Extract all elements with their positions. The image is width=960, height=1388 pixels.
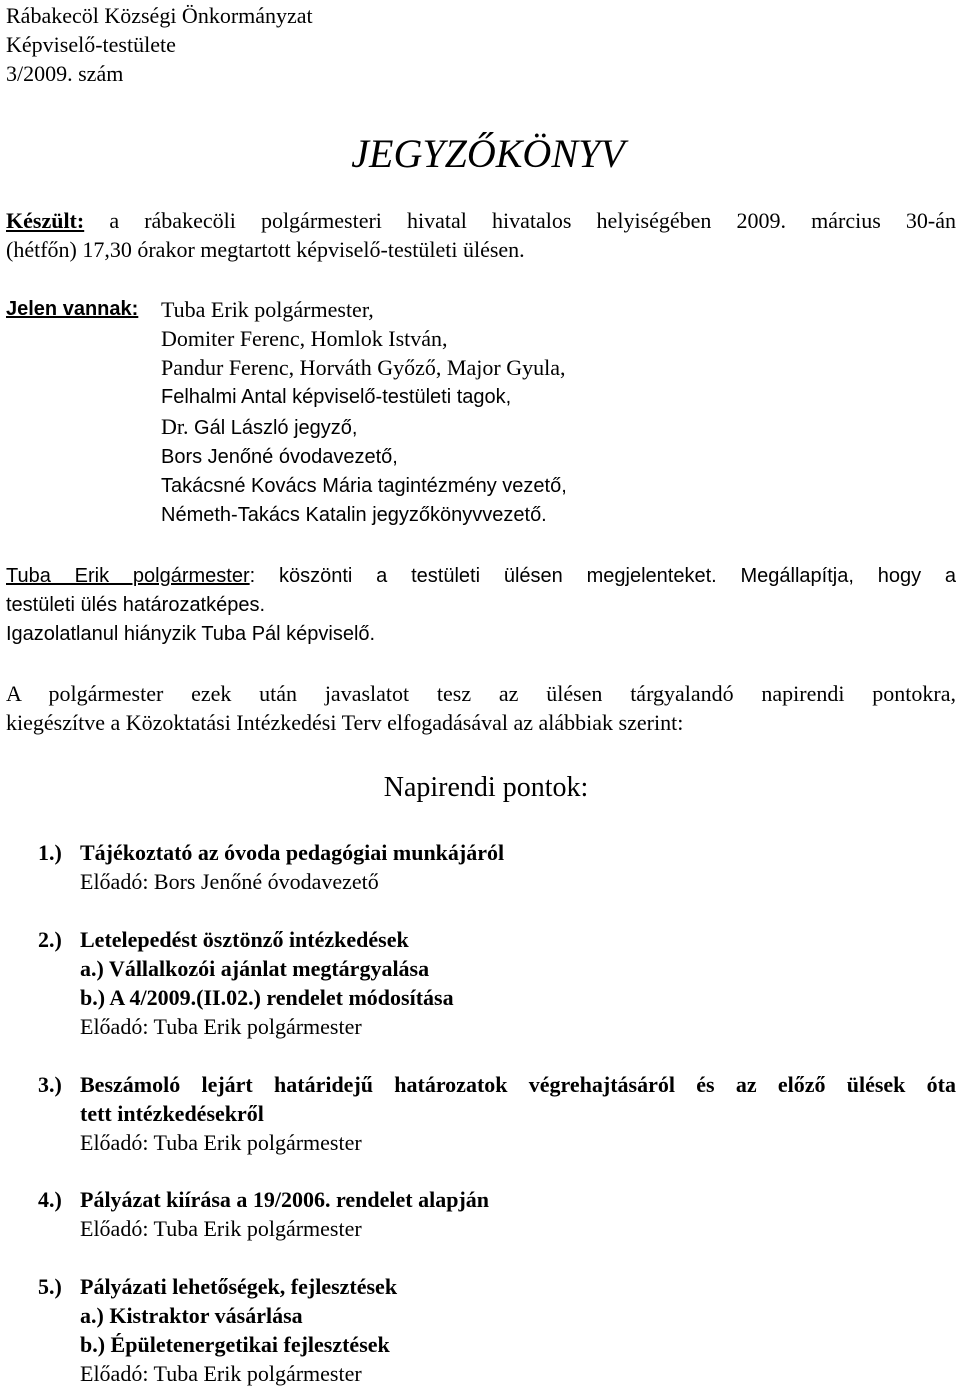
- proposal-line-2: kiegészítve a Közoktatási Intézkedési Terv elfogadásával az alábbiak szerint:: [6, 710, 684, 736]
- attendees-line-5-text: Gál László jegyző,: [188, 416, 358, 439]
- agenda-item-number: 5.): [38, 1274, 62, 1300]
- made-text-1: a rábakecöli polgármesteri hivatal hivatalos helyiségében 2009. március 30-án: [109, 208, 957, 233]
- attendees-line-8: Németh-Takács Katalin jegyzőkönyvvezető.: [161, 504, 547, 527]
- agenda-subitem-a: a.) Vállalkozói ajánlat megtárgyalása: [80, 956, 430, 982]
- attendees-line-2: Domiter Ferenc, Homlok István,: [161, 326, 448, 352]
- made-label: Készült:: [6, 208, 85, 233]
- agenda-item-presenter: Előadó: Tuba Erik polgármester: [80, 1014, 362, 1040]
- agenda-item-title: Beszámoló lejárt határidejű határozatok végrehajtásáról és az előző ülések óta: [80, 1072, 956, 1098]
- agenda-item-title: Letelepedést ösztönző intézkedések: [80, 927, 409, 953]
- proposal-line-1: A polgármester ezek után javaslatot tesz az ülésen tárgyalandó napirendi pontokra,: [6, 681, 956, 707]
- agenda-item-number: 3.): [38, 1072, 62, 1098]
- agenda-item-5: [6, 1272, 956, 1388]
- attendees-line-5-prefix: Dr.: [161, 413, 189, 439]
- agenda-item-number: 1.): [38, 840, 62, 866]
- proposal-paragraph: [6, 679, 956, 737]
- attendees-line-7: Takácsné Kovács Mária tagintézmény vezető,: [161, 475, 567, 498]
- attendees-line-3: Pandur Ferenc, Horváth Győző, Major Gyula,: [161, 355, 566, 381]
- greeting-text-1: : köszönti a testületi ülésen megjelenteket. Megállapítja, hogy a: [249, 564, 956, 587]
- agenda-item-title: Pályázati lehetőségek, fejlesztések: [80, 1274, 398, 1300]
- attendee-mayor: Tuba Erik polgármester,: [161, 297, 374, 322]
- agenda-item-title: Tájékoztató az óvoda pedagógiai munkájáról: [80, 840, 505, 866]
- greeting-line-3: Igazolatlanul hiányzik Tuba Pál képviselő.: [6, 623, 376, 646]
- agenda-item-4: [6, 1185, 956, 1243]
- document-page: [6, 0, 956, 1388]
- greeting-line-1: [6, 562, 956, 591]
- agenda-item-presenter: Előadó: Bors Jenőné óvodavezető: [80, 869, 379, 895]
- attendees-line-5: [6, 412, 956, 443]
- agenda-item-title-continued: tett intézkedésekről: [80, 1101, 264, 1127]
- made-line-2: [6, 235, 956, 264]
- greeting-line-2: testületi ülés határozatképes.: [6, 593, 266, 616]
- made-line-1: [6, 206, 956, 235]
- agenda-title: Napirendi pontok:: [383, 772, 589, 804]
- agenda-item-1: [6, 838, 956, 896]
- made-text-2: (hétfőn) 17,30 órakor megtartott képviselő-testületi ülésen.: [6, 237, 525, 262]
- document-title: JEGYZŐKÖNYV: [351, 131, 625, 176]
- greeting-speaker: Tuba Erik polgármester: [6, 564, 250, 587]
- attendees-line-4: Felhalmi Antal képviselő-testületi tagok,: [161, 385, 512, 408]
- header-org: Rábakecöl Községi Önkormányzat: [6, 3, 313, 28]
- agenda-item-presenter: Előadó: Tuba Erik polgármester: [80, 1216, 362, 1242]
- header-number: 3/2009. szám: [6, 61, 124, 86]
- agenda-subitem-b: b.) A 4/2009.(II.02.) rendelet módosítása: [80, 985, 454, 1011]
- agenda-subitem-a: a.) Kistraktor vásárlása: [80, 1303, 303, 1329]
- agenda-item-number: 4.): [38, 1187, 62, 1213]
- agenda-subitem-b: b.) Épületenergetikai fejlesztések: [80, 1332, 390, 1358]
- attendees-row-1: [6, 295, 956, 324]
- attendees-line-6: Bors Jenőné óvodavezető,: [161, 446, 398, 469]
- agenda-item-2: [6, 925, 956, 1041]
- header-body: Képviselő-testülete: [6, 32, 176, 57]
- agenda-item-3: [6, 1070, 956, 1157]
- attendees-label: Jelen vannak:: [6, 298, 139, 320]
- greeting-paragraph: [6, 562, 956, 650]
- agenda-item-presenter: Előadó: Tuba Erik polgármester: [80, 1130, 362, 1156]
- made-paragraph: [6, 206, 956, 264]
- agenda-item-number: 2.): [38, 927, 62, 953]
- attendees-block: [6, 295, 956, 531]
- agenda-item-presenter: Előadó: Tuba Erik polgármester: [80, 1361, 362, 1387]
- agenda-item-title: Pályázat kiírása a 19/2006. rendelet alapján: [80, 1187, 490, 1213]
